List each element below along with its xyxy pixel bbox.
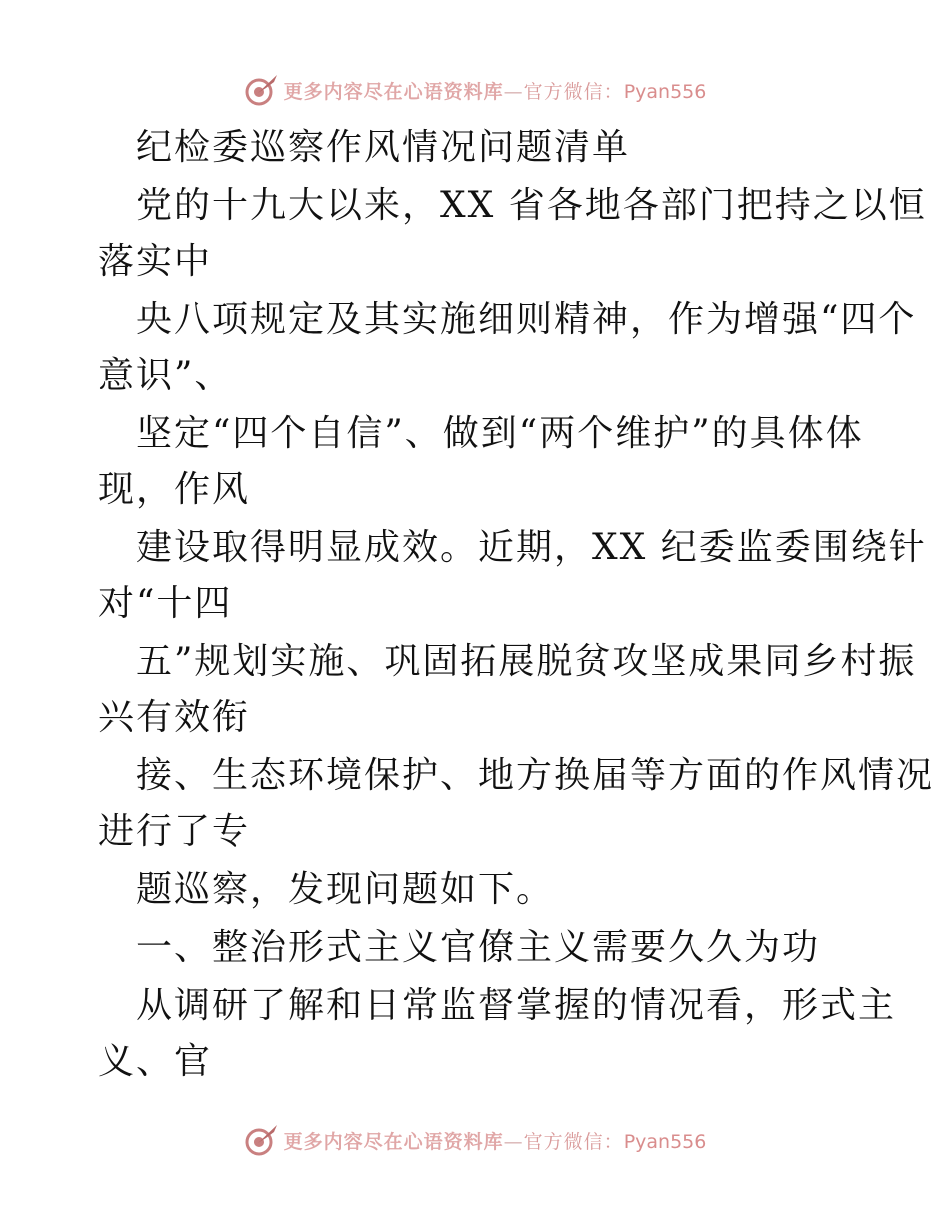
- quill-logo-icon: [244, 72, 280, 108]
- paragraph-line: 题巡察，发现问题如下。: [136, 869, 555, 910]
- watermark-text: 更多内容尽在心语资料库—官方微信：Pyan556: [283, 1130, 707, 1153]
- paragraph-line: 现，作风: [98, 469, 251, 510]
- paragraph-line: 五”规划实施、巩固拓展脱贫攻坚成果同乡村振: [136, 641, 917, 682]
- paragraph-line: 兴有效衔: [98, 697, 251, 738]
- paragraph-line: 接、生态环境保护、地方换届等方面的作风情况: [136, 755, 935, 796]
- paragraph-line: 落实中: [98, 241, 213, 282]
- watermark-text: 更多内容尽在心语资料库—官方微信：Pyan556: [283, 80, 707, 103]
- paragraph-line: 党的十九大以来，XX 省各地各部门把持之以恒: [136, 185, 927, 226]
- paragraph-line: 央八项规定及其实施细则精神，作为增强“四个: [136, 299, 917, 340]
- paragraph-line: 义、官: [98, 1041, 213, 1082]
- paragraph-line: 进行了专: [98, 811, 251, 852]
- paragraph-line: 从调研了解和日常监督掌握的情况看，形式主: [136, 985, 897, 1026]
- document-title: 纪检委巡察作风情况问题清单: [136, 127, 631, 168]
- footer-watermark-banner: [0, 1120, 950, 1160]
- paragraph-line: 意识”、: [98, 355, 233, 396]
- header-watermark-banner: [0, 70, 950, 110]
- quill-logo-icon: [244, 1122, 280, 1158]
- paragraph-line: 对“十四: [98, 583, 233, 624]
- paragraph-line: 建设取得明显成效。近期，XX 纪委监委围绕针: [136, 527, 927, 568]
- paragraph-line: 坚定“四个自信”、做到“两个维护”的具体体: [136, 413, 864, 454]
- section-heading: 一、整治形式主义官僚主义需要久久为功: [136, 927, 821, 968]
